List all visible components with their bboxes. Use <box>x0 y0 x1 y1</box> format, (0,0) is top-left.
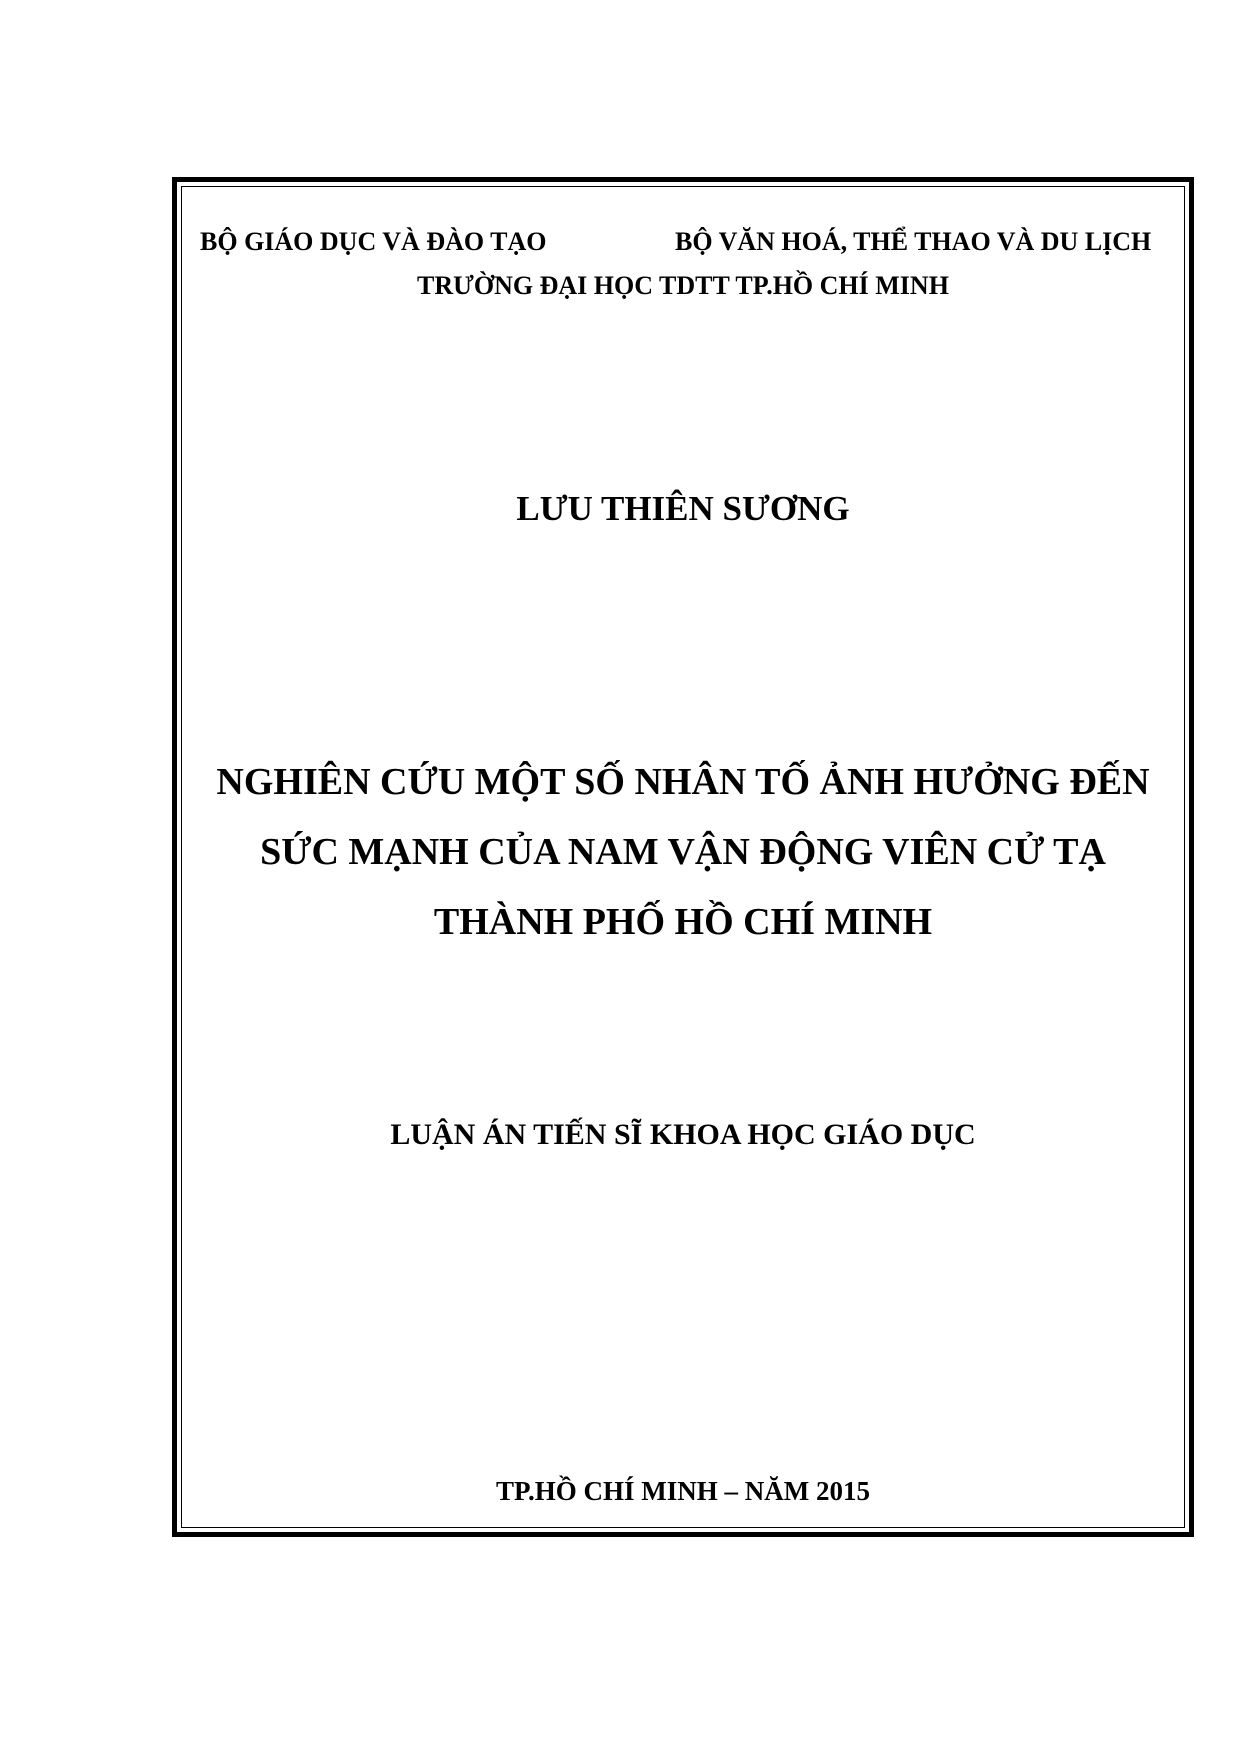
thesis-title-line-2: SỨC MẠNH CỦA NAM VẬN ĐỘNG VIÊN CỬ TẠ <box>260 831 1106 873</box>
place-and-year: TP.HỒ CHÍ MINH – NĂM 2015 <box>495 1476 870 1506</box>
university-name: TRƯỜNG ĐẠI HỌC TDTT TP.HỒ CHÍ MINH <box>417 271 949 300</box>
author-name: LƯU THIÊN SƯƠNG <box>516 489 850 528</box>
thesis-title-line-1: NGHIÊN CỨU MỘT SỐ NHÂN TỐ ẢNH HƯỞNG ĐẾN <box>216 761 1150 803</box>
thesis-title-line-3: THÀNH PHỐ HỒ CHÍ MINH <box>433 901 933 943</box>
ministry-education-label: BỘ GIÁO DỤC VÀ ĐÀO TẠO <box>200 227 547 256</box>
ministry-culture-label: BỘ VĂN HOÁ, THỂ THAO VÀ DU LỊCH <box>675 227 1152 256</box>
degree-label: LUẬN ÁN TIẾN SĨ KHOA HỌC GIÁO DỤC <box>390 1118 976 1151</box>
